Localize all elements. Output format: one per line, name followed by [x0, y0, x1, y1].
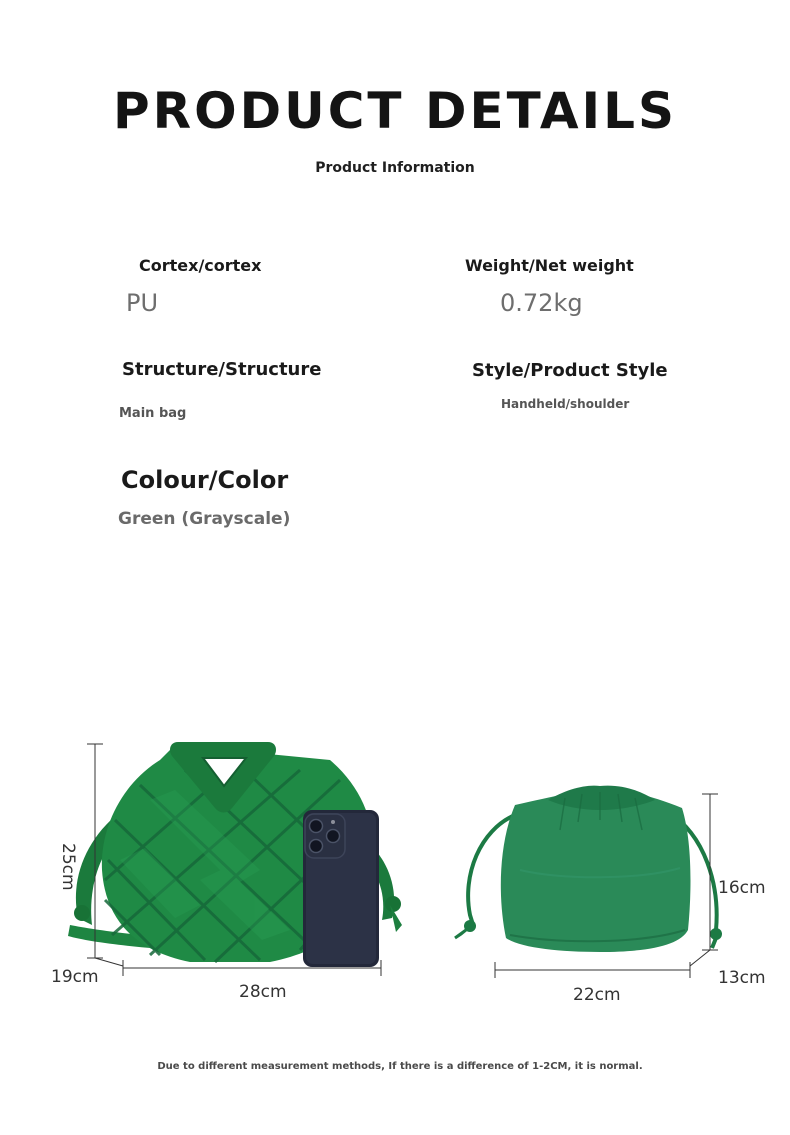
pouch-image: [455, 786, 722, 952]
page-subtitle: Product Information: [315, 160, 475, 176]
weight-label: Weight/Net weight: [465, 256, 634, 275]
pouch-height-label: 16cm: [718, 878, 766, 898]
colour-label: Colour/Color: [121, 466, 289, 494]
style-label: Style/Product Style: [472, 360, 668, 381]
pouch-depth-label: 13cm: [718, 968, 766, 988]
material-value: PU: [126, 289, 159, 317]
colour-value: Green (Grayscale): [118, 509, 291, 529]
measurement-note: Due to different measurement methods, If there is a difference of 1-2CM, it is normal.: [157, 1061, 643, 1072]
bag-depth-label: 19cm: [51, 967, 99, 987]
pouch-width-label: 22cm: [573, 985, 621, 1005]
structure-label: Structure/Structure: [122, 359, 322, 380]
bag-height-label: 25cm: [58, 843, 78, 891]
style-value: Handheld/shoulder: [501, 397, 630, 411]
material-label: Cortex/cortex: [139, 256, 262, 275]
structure-value: Main bag: [119, 406, 187, 421]
bag-width-label: 28cm: [239, 982, 287, 1002]
phone-image: [303, 810, 379, 967]
weight-value: 0.72kg: [500, 289, 583, 317]
page-title: PRODUCT DETAILS: [112, 82, 678, 140]
